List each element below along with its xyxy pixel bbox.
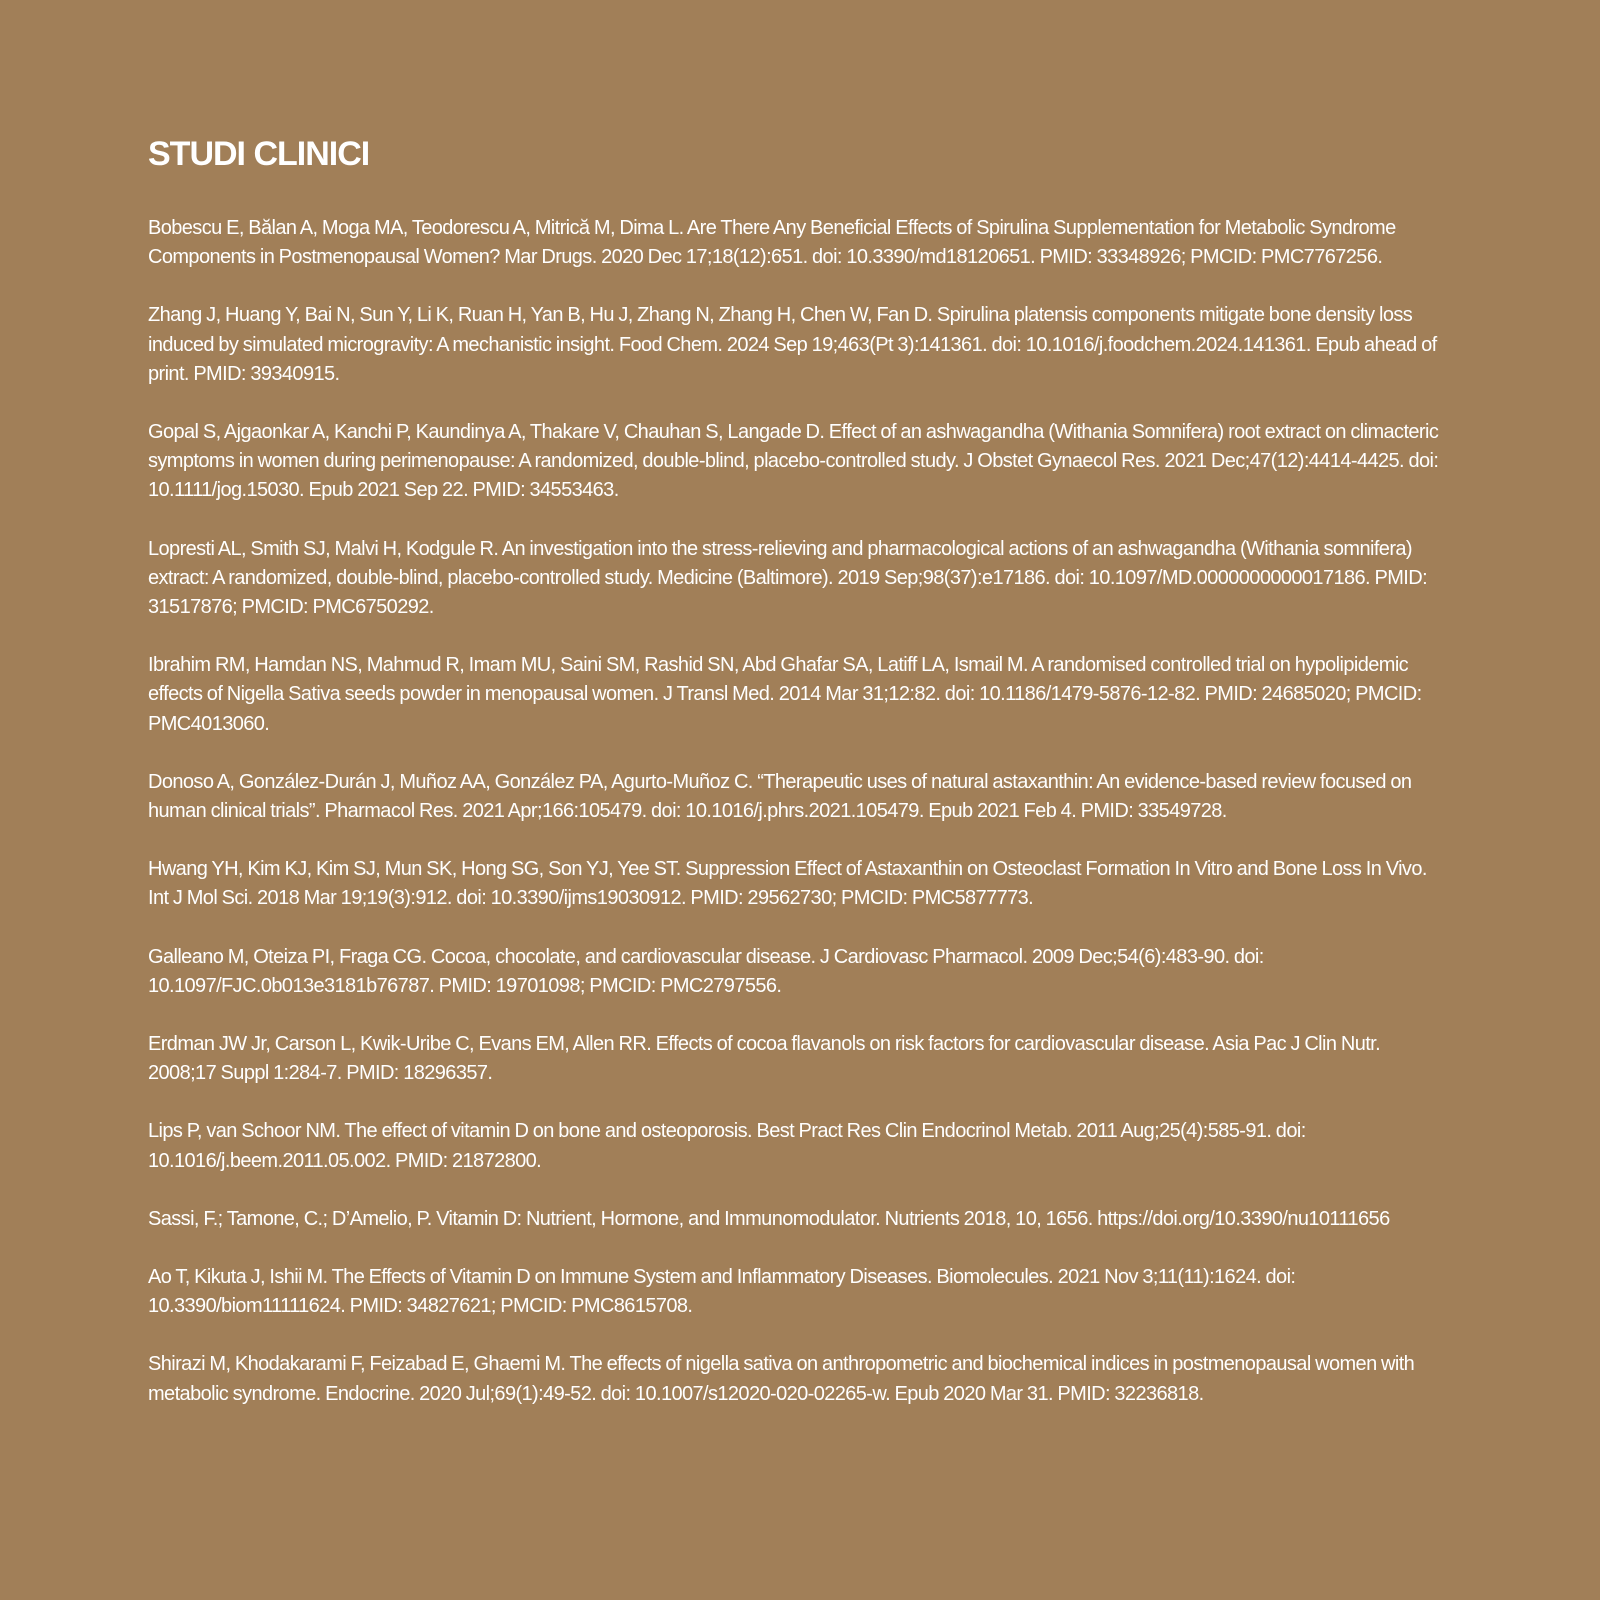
reference-item: Lopresti AL, Smith SJ, Malvi H, Kodgule R. An investigation into the stress-relieving and pharmacological actions of an ashwagandha (Withania somnifera) extract: A randomized, double-blind, placebo-controlled study. Medicine (Baltimore). 2019 Sep;98(37):e17186. doi: 10.1097/MD.0000000000017186. PMID: 31517876; PMCID: PMC6750292.	[148, 537, 1428, 619]
reference-list	[148, 214, 1448, 1438]
reference-item: Sassi, F.; Tamone, C.; D’Amelio, P. Vitamin D: Nutrient, Hormone, and Immunomodulator. Nutrients 2018, 10, 1656. https://doi.org/10.3390/nu10111656	[148, 1207, 1390, 1230]
reference-item: Shirazi M, Khodakarami F, Feizabad E, Ghaemi M. The effects of nigella sativa on anthropometric and biochemical indices in postmenopausal women with metabolic syndrome. Endocrine. 2020 Jul;69(1):49-52. doi: 10.1007/s12020-020-02265-w. Epub 2020 Mar 31. PMID: 32236818.	[148, 1353, 1415, 1405]
reference-item: Galleano M, Oteiza PI, Fraga CG. Cocoa, chocolate, and cardiovascular disease. J Cardiovasc Pharmacol. 2009 Dec;54(6):483-90. doi: 10.1097/FJC.0b013e3181b76787. PMID: 19701098; PMCID: PMC2797556.	[148, 945, 1264, 997]
reference-item: Bobescu E, Bălan A, Moga MA, Teodorescu A, Mitrică M, Dima L. Are There Any Beneficial Effects of Spirulina Supplementation for Metabolic Syndrome Components in Postmenopausal Women? Mar Drugs. 2020 Dec 17;18(12):651. doi: 10.3390/md18120651. PMID: 33348926; PMCID: PMC7767256.	[148, 217, 1396, 269]
reference-item: Erdman JW Jr, Carson L, Kwik-Uribe C, Evans EM, Allen RR. Effects of cocoa flavanols on risk factors for cardiovascular disease. Asia Pac J Clin Nutr. 2008;17 Suppl 1:284-7. PMID: 18296357.	[148, 1033, 1381, 1085]
reference-item: Donoso A, González-Durán J, Muñoz AA, González PA, Agurto-Muñoz C. “Therapeutic uses of natural astaxanthin: An evidence-based review focused on human clinical trials”. Pharmacol Res. 2021 Apr;166:105479. doi: 10.1016/j.phrs.2021.105479. Epub 2021 Feb 4. PMID: 33549728.	[148, 770, 1412, 823]
page-title: STUDI CLINICI	[148, 135, 370, 173]
reference-item: Ao T, Kikuta J, Ishii M. The Effects of Vitamin D on Immune System and Inflammatory Diseases. Biomolecules. 2021 Nov 3;11(11):1624. doi: 10.3390/biom11111624. PMID: 34827621; PMCID: PMC8615708.	[148, 1266, 1296, 1318]
reference-item: Gopal S, Ajgaonkar A, Kanchi P, Kaundinya A, Thakare V, Chauhan S, Langade D. Effect of an ashwagandha (Withania Somnifera) root extract on climacteric symptoms in women during perimenopause: A randomized, double-blind, placebo-controlled study. J Obstet Gynaecol Res. 2021 Dec;47(12):4414-4425. doi: 10.1111/jog.15030. Epub 2021 Sep 22. PMID: 34553463.	[148, 421, 1439, 502]
reference-item: Hwang YH, Kim KJ, Kim SJ, Mun SK, Hong SG, Son YJ, Yee ST. Suppression Effect of Astaxanthin on Osteoclast Formation In Vitro and Bone Loss In Vivo. Int J Mol Sci. 2018 Mar 19;19(3):912. doi: 10.3390/ijms19030912. PMID: 29562730; PMCID: PMC5877773.	[148, 858, 1427, 910]
reference-item: Lips P, van Schoor NM. The effect of vitamin D on bone and osteoporosis. Best Pract Res Clin Endocrinol Metab. 2011 Aug;25(4):585-91. doi: 10.1016/j.beem.2011.05.002. PMID: 21872800.	[148, 1120, 1306, 1172]
reference-item: Zhang J, Huang Y, Bai N, Sun Y, Li K, Ruan H, Yan B, Hu J, Zhang N, Zhang H, Chen W, Fan D. Spirulina platensis components mitigate bone density loss induced by simulated microgravity: A mechanistic insight. Food Chem. 2024 Sep 19;463(Pt 3):141361. doi: 10.1016/j.foodchem.2024.141361. Epub ahead of print. PMID: 39340915.	[148, 304, 1437, 385]
reference-item: Ibrahim RM, Hamdan NS, Mahmud R, Imam MU, Saini SM, Rashid SN, Abd Ghafar SA, Latiff LA, Ismail M. A randomised controlled trial on hypolipidemic effects of Nigella Sativa seeds powder in menopausal women. J Transl Med. 2014 Mar 31;12:82. doi: 10.1186/1479-5876-12-82. PMID: 24685020; PMCID: PMC4013060.	[148, 654, 1422, 735]
